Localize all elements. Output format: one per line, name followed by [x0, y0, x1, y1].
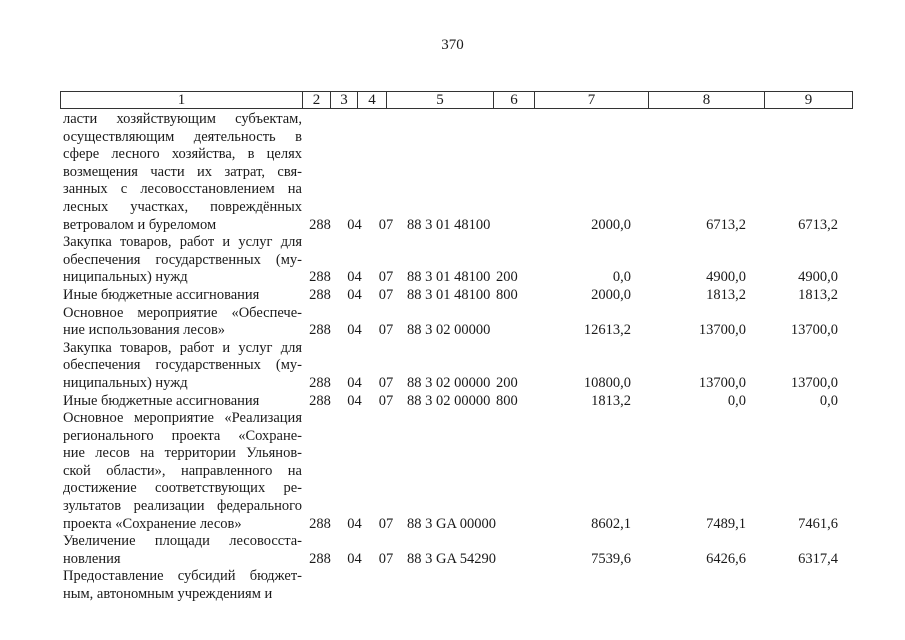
amount-col-8: 6426,6 [706, 550, 746, 567]
table-row [63, 340, 853, 393]
description-line: ветровалом и буреломом [63, 216, 217, 233]
subsection-code: 07 [378, 374, 394, 391]
amount-col-8: 6713,2 [706, 216, 746, 233]
description-line: ласти хозяйствующим субъектам, [63, 111, 302, 127]
section-code: 04 [347, 550, 362, 567]
description-line: зультатов реализации федерального [63, 498, 302, 515]
target-article-code: 88 3 GA 00000 [407, 515, 497, 532]
description-line: осуществляющим деятельность в [63, 128, 302, 145]
amount-col-7: 1813,2 [591, 392, 631, 409]
description-line: ниципальных) нужд [63, 374, 188, 391]
column-header-1: 1 [61, 92, 303, 109]
amount-col-7: 2000,0 [591, 216, 631, 233]
amount-col-9: 4900,0 [798, 269, 838, 286]
table-row [63, 533, 853, 568]
description-line: Закупка товаров, работ и услуг для [63, 234, 302, 251]
amount-col-7: 10800,0 [583, 374, 631, 391]
table-row [63, 305, 853, 340]
ministry-code: 288 [309, 515, 331, 532]
description-line: ниципальных) нужд [63, 269, 188, 286]
ministry-code: 288 [309, 216, 331, 233]
row-description [63, 305, 302, 340]
description-line: Закупка товаров, работ и услуг для [63, 339, 302, 356]
amount-col-7: 0,0 [612, 269, 631, 286]
section-code: 04 [347, 374, 362, 391]
subsection-code: 07 [378, 550, 394, 567]
description-line: ние использования лесов» [63, 322, 226, 339]
section-code: 04 [347, 269, 362, 286]
section-code: 04 [347, 322, 362, 339]
description-line: ние лесов на территории Ульянов- [63, 445, 302, 462]
amount-col-8: 0,0 [727, 392, 746, 409]
amount-col-8: 4900,0 [706, 269, 746, 286]
amount-col-8: 13700,0 [698, 322, 746, 339]
column-header-3: 3 [331, 92, 358, 109]
amount-col-9: 13700,0 [790, 374, 838, 391]
row-description [63, 111, 302, 234]
section-code: 04 [347, 286, 362, 303]
target-article-code: 88 3 02 00000 [407, 374, 491, 391]
ministry-code: 288 [309, 550, 331, 567]
amount-col-7: 2000,0 [591, 286, 631, 303]
target-article-code: 88 3 GA 54290 [407, 550, 497, 567]
description-line: Иные бюджетные ассигнования [63, 392, 260, 409]
amount-col-9: 13700,0 [790, 322, 838, 339]
row-description [63, 340, 302, 393]
ministry-code: 288 [309, 322, 331, 339]
amount-col-9: 1813,2 [798, 286, 838, 303]
table-row [63, 568, 853, 603]
description-line: занных с лесовосстановлением на [63, 181, 302, 198]
column-header-9: 9 [765, 92, 853, 109]
description-line: лесных участках, повреждённых [63, 198, 302, 215]
amount-col-7: 7539,6 [591, 550, 631, 567]
column-header-7: 7 [535, 92, 649, 109]
description-line: сфере лесного хозяйства, в целях [63, 146, 302, 163]
description-line: Предоставление субсидий бюджет- [63, 568, 302, 585]
amount-col-8: 7489,1 [706, 515, 746, 532]
description-line: регионального проекта «Сохране- [63, 427, 302, 444]
amount-col-8: 1813,2 [706, 286, 746, 303]
target-article-code: 88 3 01 48100 [407, 269, 491, 286]
column-header-4: 4 [358, 92, 387, 109]
subsection-code: 07 [378, 515, 394, 532]
target-article-code: 88 3 01 48100 [407, 286, 491, 303]
description-line: новления [63, 550, 121, 567]
description-line: Иные бюджетные ассигнования [63, 286, 260, 303]
subsection-code: 07 [378, 322, 394, 339]
target-article-code: 88 3 02 00000 [407, 392, 491, 409]
amount-col-7: 8602,1 [591, 515, 631, 532]
amount-col-9: 0,0 [819, 392, 838, 409]
amount-col-7: 12613,2 [583, 322, 631, 339]
expense-type-code: 800 [496, 286, 518, 303]
description-line: обеспечения государственных (му- [63, 357, 302, 374]
subsection-code: 07 [378, 286, 394, 303]
column-header-6: 6 [494, 92, 535, 109]
row-description [63, 234, 302, 287]
column-header-8: 8 [649, 92, 765, 109]
target-article-code: 88 3 02 00000 [407, 322, 491, 339]
row-description [63, 568, 302, 603]
page-number: 370 [441, 37, 464, 53]
expense-type-code: 800 [496, 392, 518, 409]
subsection-code: 07 [378, 269, 394, 286]
table-row [63, 410, 853, 533]
table-row [63, 393, 853, 411]
description-line: проекта «Сохранение лесов» [63, 515, 242, 532]
amount-col-9: 6713,2 [798, 216, 838, 233]
row-description [63, 533, 302, 568]
ministry-code: 288 [309, 269, 331, 286]
table-body [63, 111, 853, 604]
ministry-code: 288 [309, 392, 331, 409]
description-line: ской области», направленного на [63, 462, 302, 479]
subsection-code: 07 [378, 392, 394, 409]
description-line: обеспечения государственных (му- [63, 251, 302, 268]
table-row [63, 111, 853, 234]
section-code: 04 [347, 216, 362, 233]
table-row [63, 287, 853, 305]
row-description [63, 410, 302, 533]
table-row [63, 234, 853, 287]
ministry-code: 288 [309, 374, 331, 391]
column-header-row [60, 91, 853, 109]
column-header-5: 5 [387, 92, 494, 109]
row-description [63, 287, 302, 305]
column-header-2: 2 [303, 92, 331, 109]
subsection-code: 07 [378, 216, 394, 233]
section-code: 04 [347, 392, 362, 409]
description-line: ным, автономным учреждениям и [63, 586, 273, 603]
target-article-code: 88 3 01 48100 [407, 216, 491, 233]
expense-type-code: 200 [496, 374, 518, 391]
expense-type-code: 200 [496, 269, 518, 286]
amount-col-9: 7461,6 [798, 515, 838, 532]
description-line: Основное мероприятие «Реализация [63, 410, 302, 427]
description-line: Увеличение площади лесовосста- [63, 533, 302, 550]
amount-col-8: 13700,0 [698, 374, 746, 391]
ministry-code: 288 [309, 286, 331, 303]
row-description [63, 393, 302, 411]
amount-col-9: 6317,4 [798, 550, 838, 567]
description-line: достижение соответствующих ре- [63, 480, 302, 497]
description-line: возмещения части их затрат, свя- [63, 163, 302, 180]
section-code: 04 [347, 515, 362, 532]
description-line: Основное мероприятие «Обеспече- [63, 304, 302, 321]
